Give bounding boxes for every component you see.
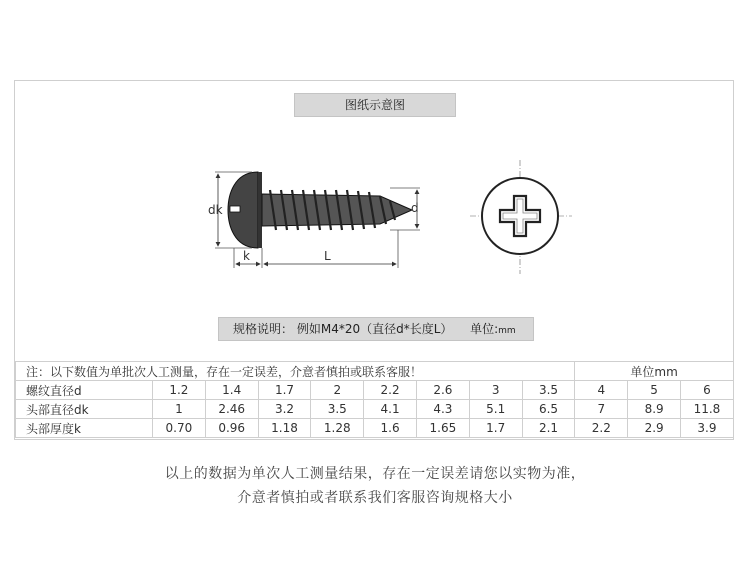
table-cell: 2.6 xyxy=(416,381,469,400)
table-cell: 0.96 xyxy=(205,419,258,438)
table-cell: 6 xyxy=(681,381,734,400)
screw-head xyxy=(228,172,262,248)
table-cell: 1.2 xyxy=(153,381,206,400)
table-cell: 1 xyxy=(153,400,206,419)
table-cell: 2 xyxy=(311,381,364,400)
table-cell: 1.4 xyxy=(205,381,258,400)
screw-top-view xyxy=(470,160,572,274)
table-row xyxy=(16,381,734,400)
spec-note-bar xyxy=(218,317,534,341)
table-note: 注：以下数值为单批次人工测量，存在一定误差，介意者慎拍或联系客服！ xyxy=(16,362,575,381)
row-label: 螺纹直径d xyxy=(16,381,153,400)
screw-thread xyxy=(262,190,412,230)
table-cell: 3 xyxy=(469,381,522,400)
table-cell: 2.9 xyxy=(628,419,681,438)
table-cell: 3.2 xyxy=(258,400,311,419)
spec-unit-value: mm xyxy=(498,326,516,336)
table-cell: 0.70 xyxy=(153,419,206,438)
spec-example: 例如M4*20（直径d*长度L） xyxy=(296,322,453,336)
table-cell: 4.3 xyxy=(416,400,469,419)
table-cell: 2.2 xyxy=(575,419,628,438)
table-cell: 11.8 xyxy=(681,400,734,419)
table-cell: 4 xyxy=(575,381,628,400)
label-k: k xyxy=(243,249,250,263)
footer-line-2: 介意者慎拍或者联系我们客服咨询规格大小 xyxy=(237,490,513,506)
table-cell: 1.65 xyxy=(416,419,469,438)
diagram-title: 图纸示意图 xyxy=(294,93,456,117)
table-note-row xyxy=(16,362,734,381)
table-cell: 1.6 xyxy=(364,419,417,438)
table-cell: 5.1 xyxy=(469,400,522,419)
table-cell: 1.7 xyxy=(469,419,522,438)
table-cell: 1.18 xyxy=(258,419,311,438)
table-cell: 2.2 xyxy=(364,381,417,400)
spec-unit-label: 单位: xyxy=(470,322,499,336)
table-cell: 3.5 xyxy=(522,381,575,400)
table-cell: 6.5 xyxy=(522,400,575,419)
row-label: 头部厚度k xyxy=(16,419,153,438)
spec-table xyxy=(15,361,734,438)
table-unit: 单位mm xyxy=(575,362,733,381)
spec-label: 规格说明： xyxy=(233,322,294,336)
row-label: 头部直径dk xyxy=(16,400,153,419)
table-cell: 1.7 xyxy=(258,381,311,400)
table-cell: 3.5 xyxy=(311,400,364,419)
label-d: d xyxy=(411,201,419,215)
footer-note xyxy=(0,462,750,510)
label-dk: dk xyxy=(208,203,223,217)
label-l: L xyxy=(324,249,331,263)
table-cell: 5 xyxy=(628,381,681,400)
table-cell: 2.1 xyxy=(522,419,575,438)
table-cell: 1.28 xyxy=(311,419,364,438)
table-cell: 2.46 xyxy=(205,400,258,419)
table-cell: 8.9 xyxy=(628,400,681,419)
screw-diagram xyxy=(190,150,580,280)
table-cell: 7 xyxy=(575,400,628,419)
footer-line-1: 以上的数据为单次人工测量结果，存在一定误差请您以实物为准， xyxy=(164,466,586,482)
table-cell: 4.1 xyxy=(364,400,417,419)
table-cell: 3.9 xyxy=(681,419,734,438)
spec-table-body xyxy=(16,362,734,438)
table-row xyxy=(16,419,734,438)
table-row xyxy=(16,400,734,419)
